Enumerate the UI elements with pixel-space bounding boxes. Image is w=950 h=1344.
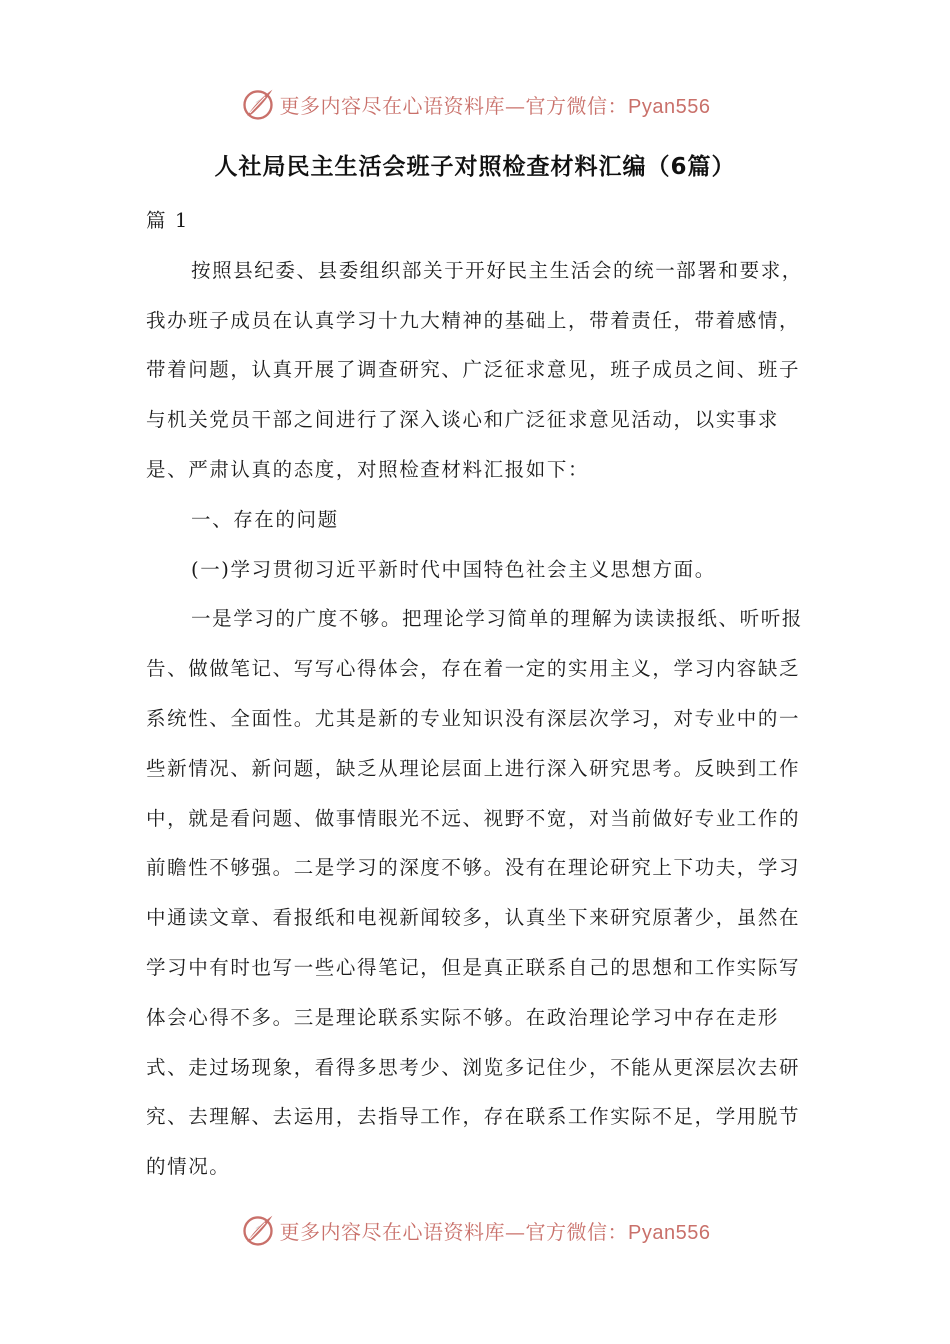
subheading-study-thought: (一)学习贯彻习近平新时代中国特色社会主义思想方面。 (191, 557, 716, 581)
watermark-banner-bottom (0, 1210, 950, 1250)
heading-existing-problems: 一、存在的问题 (191, 507, 339, 531)
quill-pen-logo-icon (240, 86, 276, 122)
section-label: 篇 1 (146, 209, 189, 232)
watermark-banner-top (0, 84, 950, 124)
document-title: 人社局民主生活会班子对照检查材料汇编（6篇） (214, 154, 736, 180)
watermark-text: 更多内容尽在心语资料库—官方微信：Pyan556 (279, 93, 711, 118)
watermark-text: 更多内容尽在心语资料库—官方微信：Pyan556 (279, 1219, 711, 1244)
document-body (146, 196, 806, 1192)
intro-paragraph: 按照县纪委、县委组织部关于开好民主生活会的统一部署和要求，我办班子成员在认真学习十九大精神的基础上，带着责任，带着感情，带着问题，认真开展了调查研究、广泛征求意见，班子成员之间、班子与机关党员干部之间进行了深入谈心和广泛征求意见活动，以实事求是、严肃认真的态度，对照检查材料汇报如下： (146, 258, 803, 481)
quill-pen-logo-icon (240, 1212, 276, 1248)
body-paragraph: 一是学习的广度不够。把理论学习简单的理解为读读报纸、听听报告、做做笔记、写写心得体会，存在着一定的实用主义，学习内容缺乏系统性、全面性。尤其是新的专业知识没有深层次学习，对专业中的一些新情况、新问题，缺乏从理论层面上进行深入研究思考。反映到工作中，就是看问题、做事情眼光不远、视野不宽，对当前做好专业工作的前瞻性不够强。二是学习的深度不够。没有在理论研究上下功夫，学习中通读文章、看报纸和电视新闻较多，认真坐下来研究原著少，虽然在学习中有时也写一些心得笔记，但是真正联系自己的思想和工作实际写体会心得不多。三是理论联系实际不够。在政治理论学习中存在走形式、走过场现象，看得多思考少、浏览多记住少，不能从更深层次去研究、去理解、去运用，去指导工作，存在联系工作实际不足，学用脱节的情况。 (146, 607, 803, 1179)
